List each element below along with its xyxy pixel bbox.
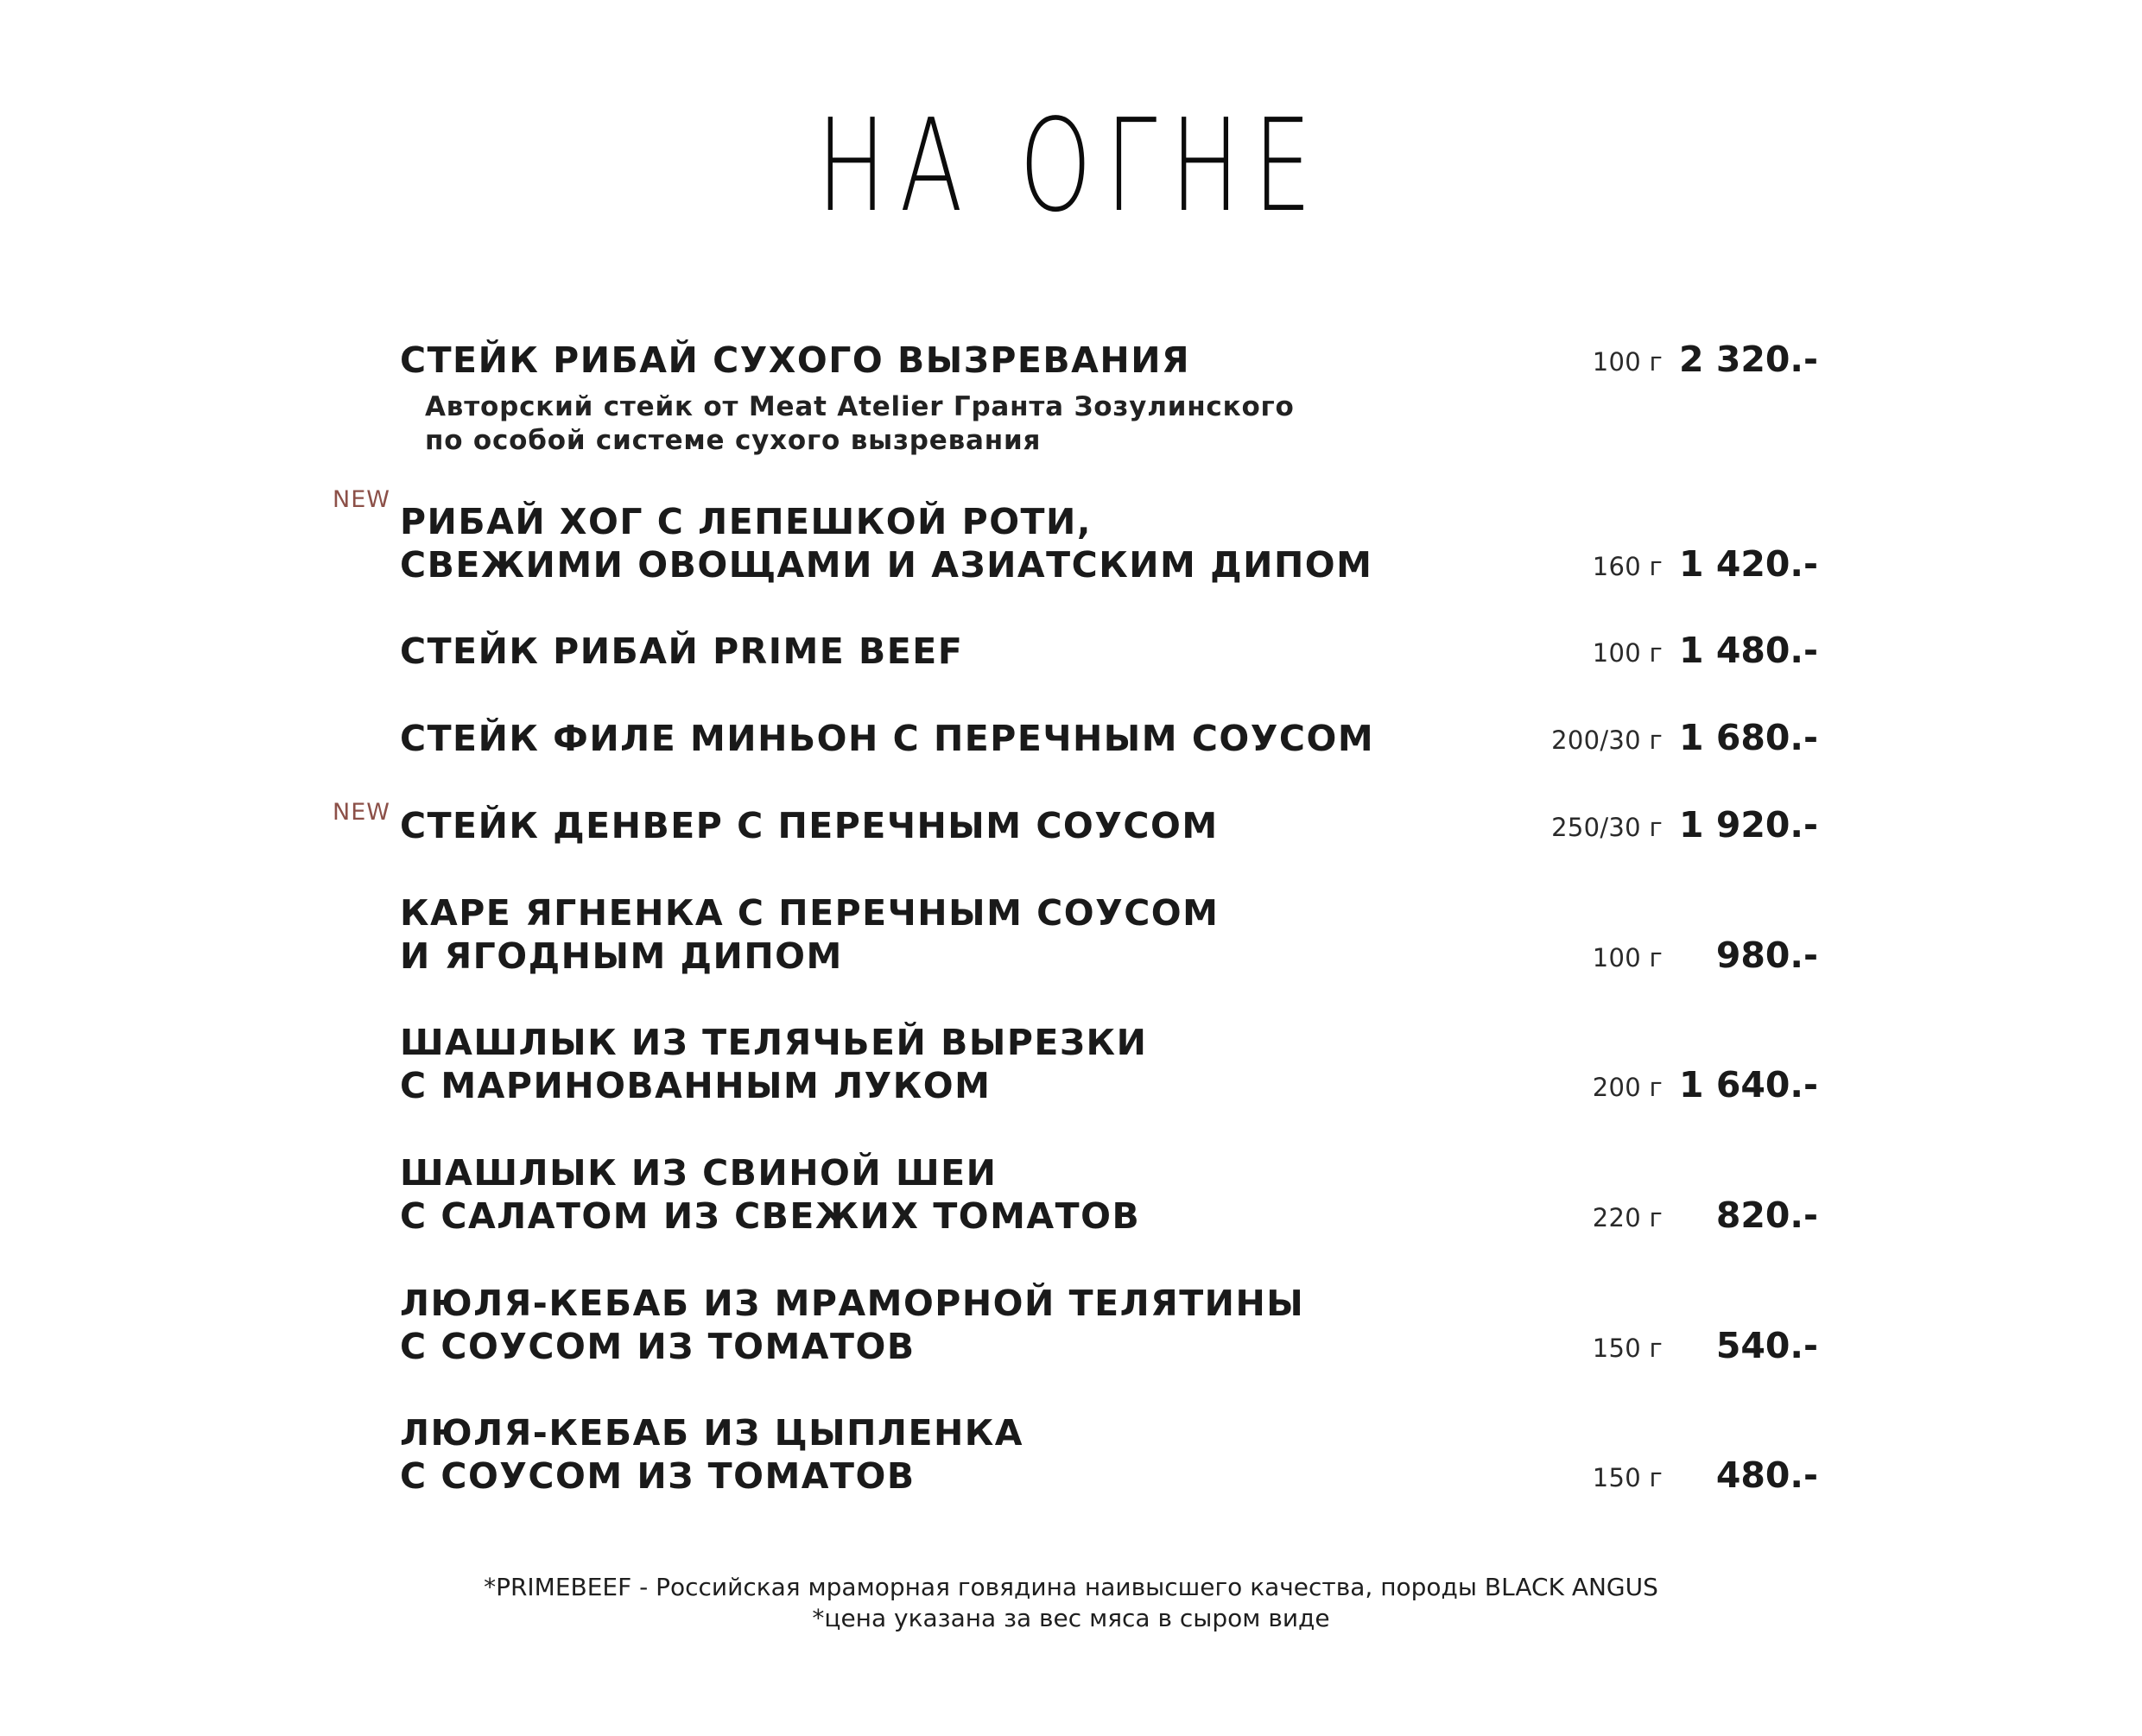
item-name: КАРЕ ЯГНЕНКА С ПЕРЕЧНЫМ СОУСОМ И ЯГОДНЫМ ДИПОМ bbox=[400, 892, 1220, 977]
item-price: 1 680.- bbox=[1679, 717, 1818, 758]
footnote-primebeef: *PRIMEBEEF - Российская мраморная говядина наивысшего качества, породы BLACK ANGUS bbox=[484, 1573, 1658, 1601]
item-price: 980.- bbox=[1715, 935, 1818, 976]
item-weight: 100 г bbox=[1592, 638, 1663, 668]
menu-title: НА ОГНЕ bbox=[816, 92, 1326, 240]
item-description: Авторский стейк от Meat Atelier Гранта Зозулинского по особой системе сухого вызревания bbox=[425, 391, 1295, 456]
item-weight: 150 г bbox=[1592, 1463, 1663, 1492]
item-name: РИБАЙ ХОГ С ЛЕПЕШКОЙ РОТИ, СВЕЖИМИ ОВОЩАМИ И АЗИАТСКИМ ДИПОМ bbox=[400, 501, 1373, 586]
item-price: 820.- bbox=[1715, 1194, 1818, 1236]
item-weight: 150 г bbox=[1592, 1334, 1663, 1363]
footnote-raw-weight: *цена указана за вес мяса в сыром виде bbox=[812, 1604, 1330, 1632]
item-weight: 160 г bbox=[1592, 552, 1663, 581]
item-price: 540.- bbox=[1715, 1325, 1818, 1366]
item-name: ШАШЛЫК ИЗ ТЕЛЯЧЬЕЙ ВЫРЕЗКИ С МАРИНОВАННЫМ ЛУКОМ bbox=[400, 1022, 1148, 1106]
item-name: ШАШЛЫК ИЗ СВИНОЙ ШЕИ С САЛАТОМ ИЗ СВЕЖИХ ТОМАТОВ bbox=[400, 1152, 1141, 1237]
item-name: СТЕЙК РИБАЙ СУХОГО ВЫЗРЕВАНИЯ bbox=[400, 339, 1191, 381]
item-weight: 200 г bbox=[1592, 1073, 1663, 1102]
item-name: СТЕЙК ФИЛЕ МИНЬОН С ПЕРЕЧНЫМ СОУСОМ bbox=[400, 718, 1375, 759]
item-name: ЛЮЛЯ-КЕБАБ ИЗ ЦЫПЛЕНКА С СОУСОМ ИЗ ТОМАТОВ bbox=[400, 1412, 1024, 1497]
new-badge: NEW bbox=[333, 799, 390, 826]
new-badge: NEW bbox=[333, 486, 390, 513]
item-price: 480.- bbox=[1715, 1454, 1818, 1496]
item-name: ЛЮЛЯ-КЕБАБ ИЗ МРАМОРНОЙ ТЕЛЯТИНЫ С СОУСОМ ИЗ ТОМАТОВ bbox=[400, 1283, 1305, 1367]
item-weight: 220 г bbox=[1592, 1203, 1663, 1232]
item-price: 2 320.- bbox=[1679, 339, 1818, 380]
item-price: 1 640.- bbox=[1679, 1064, 1818, 1106]
item-price: 1 420.- bbox=[1679, 543, 1818, 585]
item-price: 1 920.- bbox=[1679, 804, 1818, 846]
item-weight: 200/30 г bbox=[1551, 725, 1663, 755]
footnotes bbox=[0, 1572, 2142, 1634]
item-name: СТЕЙК РИБАЙ PRIME BEEF bbox=[400, 630, 964, 672]
item-weight: 100 г bbox=[1592, 347, 1663, 377]
item-name: СТЕЙК ДЕНВЕР С ПЕРЕЧНЫМ СОУСОМ bbox=[400, 805, 1219, 846]
item-price: 1 480.- bbox=[1679, 630, 1818, 671]
item-weight: 250/30 г bbox=[1551, 813, 1663, 842]
item-weight: 100 г bbox=[1592, 943, 1663, 973]
